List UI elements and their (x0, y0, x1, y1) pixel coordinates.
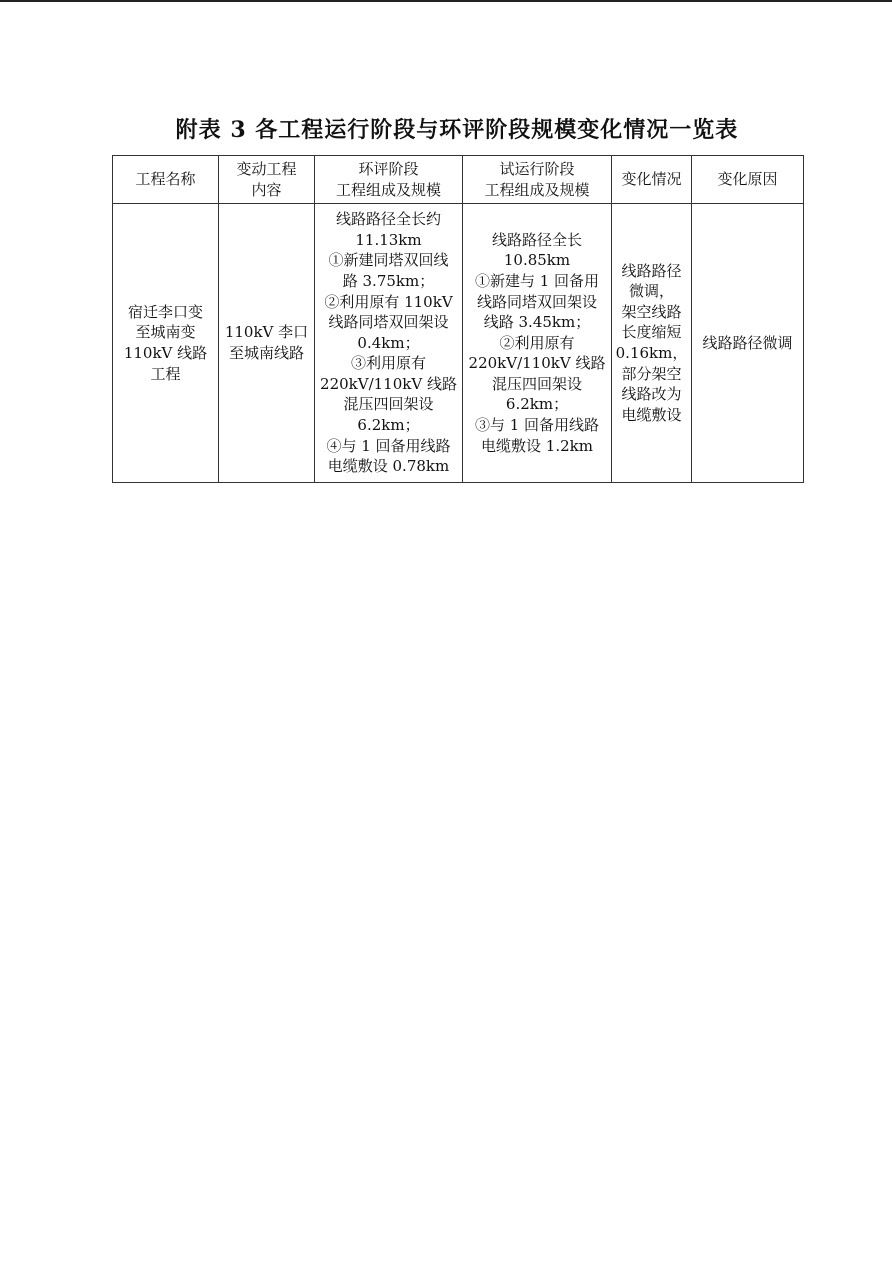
header-reason: 变化原因 (692, 156, 804, 204)
cell-changed-content: 110kV 李口 至城南线路 (219, 204, 315, 483)
header-change: 变化情况 (612, 156, 692, 204)
page-top-rule (0, 0, 892, 2)
cell-change: 线路路径 微调， 架空线路 长度缩短 0.16km， 部分架空 线路改为 电缆敷设 (612, 204, 692, 483)
cell-reason: 线路路径微调 (692, 204, 804, 483)
page-title: 附表 3 各工程运行阶段与环评阶段规模变化情况一览表 (175, 117, 739, 143)
cell-project-name: 宿迁李口变 至城南变 110kV 线路 工程 (113, 204, 219, 483)
header-eia-stage: 环评阶段 工程组成及规模 (315, 156, 463, 204)
header-changed-content: 变动工程 内容 (219, 156, 315, 204)
header-project-name: 工程名称 (113, 156, 219, 204)
table-header-row (113, 156, 804, 204)
cell-trial-stage: 线路路径全长 10.85km ①新建与 1 回备用 线路同塔双回架设 线路 3.45km； ②利用原有 220kV/110kV 线路 混压四回架设 6.2km； ③与 1 回备用线路 电缆敷设 1.2km (463, 204, 612, 483)
scale-change-table (112, 155, 804, 483)
cell-eia-stage: 线路路径全长约 11.13km ①新建同塔双回线 路 3.75km； ②利用原有 110kV 线路同塔双回架设 0.4km； ③利用原有 220kV/110kV 线路 混压四回架设 6.2km； ④与 1 回备用线路 电缆敷设 0.78km (315, 204, 463, 483)
table-row (113, 204, 804, 483)
header-trial-stage: 试运行阶段 工程组成及规模 (463, 156, 612, 204)
